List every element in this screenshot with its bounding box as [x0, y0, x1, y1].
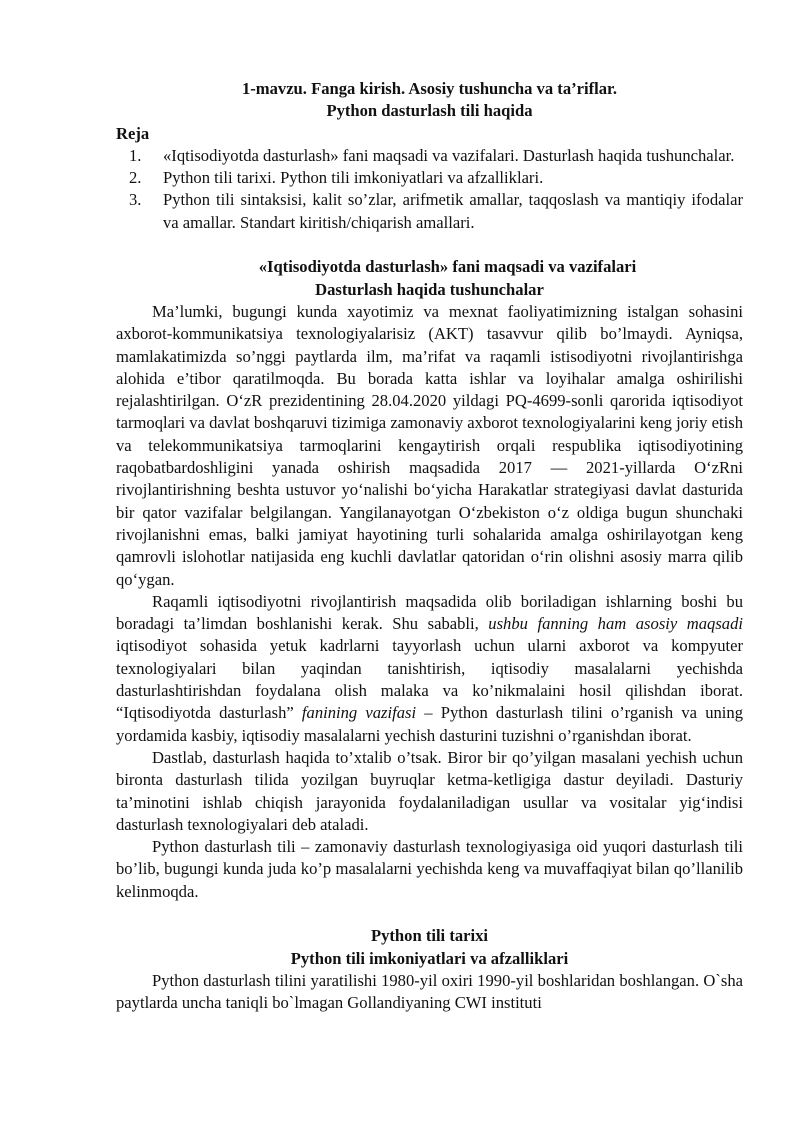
plan-item-text: Python tili tarixi. Python tili imkoniyatlari va afzalliklari.	[163, 168, 544, 188]
emphasis-text: fanining vazifasi	[301, 703, 417, 723]
plan-item-number: 3.	[129, 190, 142, 210]
document-title-line2: Python dasturlash tili haqida	[326, 101, 533, 121]
plan-item-text: Python tili sintaksisi, kalit so’zlar, arifmetik amallar, taqqoslash va mantiqiy ifodalar va amallar. Standart kiritish/chiqarish amallari.	[163, 190, 743, 232]
plan-item-number: 1.	[129, 145, 142, 165]
section1-heading-line2: Dasturlash haqida tushunchalar	[315, 279, 544, 299]
plan-label: Reja	[116, 123, 150, 143]
document-title-line1: 1-mavzu. Fanga kirish. Asosiy tushuncha va ta’riflar.	[241, 79, 618, 98]
emphasis-text: ushbu fanning ham asosiy maqsadi	[488, 614, 743, 634]
paragraph-text: – Python dasturlash tilini o’rganish va uning yordamida kasbiy, iqtisodiy masalalarni yechish dasturini tuzishni o’rganishdan iborat.	[116, 703, 743, 745]
section2-paragraph-1: Python dasturlash tilini yaratilishi 1980-yil oxiri 1990-yil boshlaridan boshlangan. O`sha paytlarda uncha taniqli bo`lmagan Gollandiyaning CWI instituti	[116, 970, 743, 1013]
paragraph-text: Raqamli iqtisodiyotni rivojlantirish maqsadida olib boriladigan ishlarning boshi bu boradagi ta’limdan boshlanishi kerak. Shu sababli,	[116, 591, 743, 634]
plan-item-number: 2.	[129, 168, 142, 188]
section1-paragraph-2	[116, 591, 743, 747]
plan-item-text: «Iqtisodiyotda dasturlash» fani maqsadi va vazifalari. Dasturlash haqida tushunchalar.	[163, 145, 735, 165]
spacer	[116, 903, 743, 925]
section2-heading-line1: Python tili tarixi	[370, 926, 489, 946]
section2-heading-line2: Python tili imkoniyatlari va afzalliklari	[290, 948, 569, 968]
paragraph-text: iqtisodiyot sohasida yetuk kadrlarni tayyorlash uchun ularni axborot va kompyuter texnologiyalari bilan yaqindan tanishtirish, iqtisodiy masalalarni yechishda dasturlashtirishdan foydalana olish malaka va ko’nikmalaini hosil qilishdan iborat. “Iqtisodiyotda dasturlash”	[116, 636, 743, 723]
section1-paragraph-1: Ma’lumki, bugungi kunda xayotimiz va mexnat faoliyatimizning istalgan sohasini axborot-kommunikatsiya texnologiyalarisiz (AKT) tasavvur qilib bo’lmaydi. Ayniqsa, mamlakatimizda so’nggi paytlarda ilm, ma’rifat va raqamli istisodiyotni rivojlantirishga alohida e’tibor qaratilmoqda. Bu borada katta ishlar va loyihalar amalga oshirilishi rejalashtirilgan. O‘zR prezidentining 28.04.2020 yildagi PQ-4699-sonli qarorida iqtisodiyot tarmoqlari va davlat boshqaruvi tizimiga zamonaviy axborot texnologiyalarini keng joriy etish va telekommunikatsiya tarmoqlarini kengaytirish orqali respublika iqtisodiyotining raqobatbardoshligini yanada oshirish maqsadida 2017 — 2021-yillarda O‘zRni rivojlantirishning beshta ustuvor yo‘nalishi bo‘yicha Harakatlar strategiyasi davlat dasturida bir qator vazifalar belgilangan. Yangilanayotgan O‘zbekiston o‘z oldiga bugun shunchaki rivojlanishni emas, balki jamiyat hayotining turli sohalarida amalga oshirilayotgan keng qamrovli islohotlar natijasida eng kuchli davlatlar qatoridan o‘rin olishni asosiy marra qilib qo‘ygan.	[116, 301, 743, 589]
document-page	[116, 78, 743, 1014]
plan-item	[116, 167, 743, 189]
plan-item	[116, 189, 743, 234]
section1-heading-line1: «Iqtisodiyotda dasturlash» fani maqsadi va vazifalari	[258, 257, 637, 277]
section1-paragraph-3: Dastlab, dasturlash haqida to’xtalib o’tsak. Biror bir qo’yilgan masalani yechish uchun bironta dasturlash tilida yozilgan buyruqlar ketma-ketligiga dastur deyiladi. Dasturiy ta’minotini ishlab chiqish jarayonida foydalaniladigan usullar va vositalar yig‘indisi dasturlash texnologiyalari deb ataladi.	[116, 747, 743, 834]
plan-list	[116, 145, 743, 234]
section1-paragraph-4: Python dasturlash tili – zamonaviy dasturlash texnologiyasiga oid yuqori dasturlash tili bo’lib, bugungi kunda juda ko’p masalalarni yechishda keng va muvaffaqiyat bilan qo’llanilib kelinmoqda.	[116, 837, 743, 901]
spacer	[116, 234, 743, 256]
plan-item	[116, 145, 743, 167]
